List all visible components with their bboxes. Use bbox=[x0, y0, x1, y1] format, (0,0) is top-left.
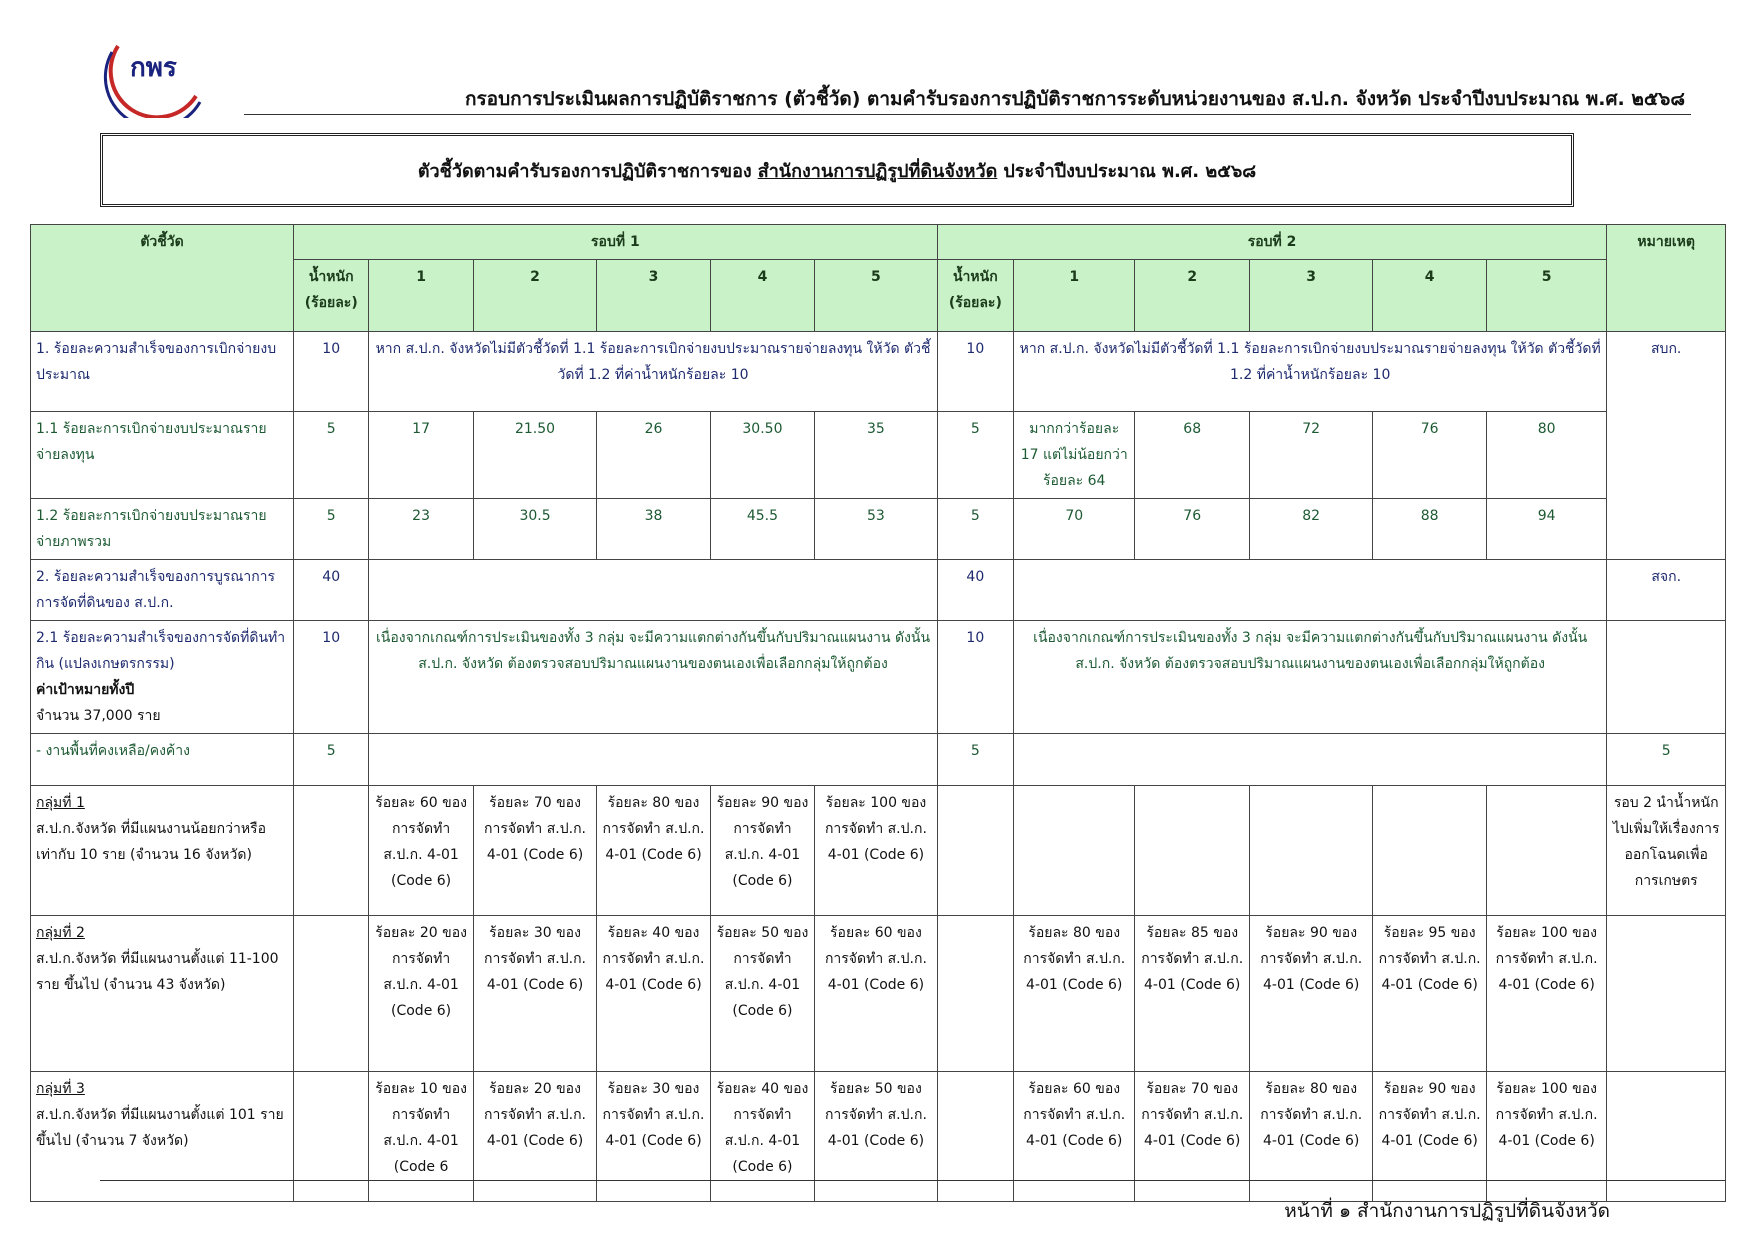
table-row bbox=[31, 560, 1726, 621]
indicator-name: - งานพื้นที่คงเหลือ/คงค้าง bbox=[31, 734, 294, 786]
empty-cell bbox=[369, 560, 937, 621]
empty-cell bbox=[1135, 786, 1249, 916]
page-footer: หน้าที่ ๑ สำนักงานการปฏิรูปที่ดินจังหวัด bbox=[1284, 1200, 1610, 1222]
value-cell: 76 bbox=[1373, 412, 1486, 499]
table-row bbox=[31, 916, 1726, 1072]
indicator-2-1-name: 2.1 ร้อยละความสำเร็จของการจัดที่ดินทำกิน (แปลงเกษตรกรรม) bbox=[36, 630, 286, 672]
empty-cell bbox=[294, 786, 369, 916]
value-cell: 38 bbox=[597, 499, 710, 560]
note-cell: รอบ 2 นำน้ำหนักไปเพิ่มให้เรื่องการออกโฉนดเพื่อการเกษตร bbox=[1607, 786, 1726, 916]
weight-cell: 40 bbox=[294, 560, 369, 621]
value-cell: 82 bbox=[1249, 499, 1373, 560]
group-cell bbox=[31, 786, 294, 916]
weight-cell: 5 bbox=[937, 499, 1013, 560]
weight-cell: 10 bbox=[937, 621, 1013, 734]
table-row bbox=[31, 332, 1726, 412]
value-cell: 35 bbox=[815, 412, 938, 499]
weight-cell: 10 bbox=[937, 332, 1013, 412]
value-cell: 76 bbox=[1135, 499, 1249, 560]
indicator-name: 1.2 ร้อยละการเบิกจ่ายงบประมาณรายจ่ายภาพรวม bbox=[31, 499, 294, 560]
group-label: กลุ่มที่ 3 bbox=[36, 1081, 85, 1097]
table-row bbox=[31, 621, 1726, 734]
value-cell: ร้อยละ 50 ของการจัดทำ ส.ป.ก. 4-01 (Code 6) bbox=[710, 916, 814, 1072]
empty-cell bbox=[1607, 1072, 1726, 1202]
value-cell: 80 bbox=[1486, 412, 1607, 499]
header-round2: รอบที่ 2 bbox=[937, 225, 1607, 260]
value-cell: ร้อยละ 30 ของการจัดทำ ส.ป.ก. 4-01 (Code 6) bbox=[597, 1072, 710, 1202]
empty-cell bbox=[937, 916, 1013, 1072]
value-cell: 68 bbox=[1135, 412, 1249, 499]
value-cell: ร้อยละ 60 ของการจัดทำ ส.ป.ก. 4-01 (Code 6) bbox=[369, 786, 473, 916]
indicator-name: 1.1 ร้อยละการเบิกจ่ายงบประมาณรายจ่ายลงทุน bbox=[31, 412, 294, 499]
opdc-logo bbox=[100, 38, 210, 118]
group-desc: ส.ป.ก.จังหวัด ที่มีแผนงานตั้งแต่ 101 ราย ขึ้นไป (จำนวน 7 จังหวัด) bbox=[36, 1107, 284, 1149]
indicator-name bbox=[31, 621, 294, 734]
value-cell: ร้อยละ 10 ของการจัดทำ ส.ป.ก. 4-01 (Code 6 bbox=[369, 1072, 473, 1202]
weight-cell: 5 bbox=[294, 734, 369, 786]
document-title-box bbox=[100, 133, 1574, 207]
value-cell: ร้อยละ 40 ของการจัดทำ ส.ป.ก. 4-01 (Code 6) bbox=[597, 916, 710, 1072]
group-cell bbox=[31, 1072, 294, 1202]
header-level: 1 bbox=[369, 260, 473, 332]
value-cell: ร้อยละ 70 ของการจัดทำ ส.ป.ก. 4-01 (Code 6) bbox=[473, 786, 597, 916]
value-cell: 53 bbox=[815, 499, 938, 560]
empty-cell bbox=[294, 1072, 369, 1202]
empty-cell bbox=[294, 916, 369, 1072]
criteria-text: เนื่องจากเกณฑ์การประเมินของทั้ง 3 กลุ่ม จะมีความแตกต่างกันขึ้นกับปริมาณแผนงาน ดังนั้น ส.ป.ก. จังหวัด ต้องตรวจสอบปริมาณแผนงานของตนเองเพื่อเลือกกลุ่มให้ถูกต้อง bbox=[1013, 621, 1606, 734]
header-round1: รอบที่ 1 bbox=[294, 225, 938, 260]
group-label: กลุ่มที่ 2 bbox=[36, 925, 85, 941]
value-cell: ร้อยละ 60 ของการจัดทำ ส.ป.ก. 4-01 (Code 6) bbox=[815, 916, 938, 1072]
value-cell: ร้อยละ 90 ของการจัดทำ ส.ป.ก. 4-01 (Code 6) bbox=[710, 786, 814, 916]
header-divider bbox=[244, 114, 1691, 115]
value-cell: มากกว่าร้อยละ 17 แต่ไม่น้อยกว่าร้อยละ 64 bbox=[1013, 412, 1134, 499]
indicator-name: 1. ร้อยละความสำเร็จของการเบิกจ่ายงบประมาณ bbox=[31, 332, 294, 412]
header-level: 5 bbox=[815, 260, 938, 332]
title-suffix: ประจำปีงบประมาณ พ.ศ. ๒๕๖๘ bbox=[1003, 160, 1257, 182]
header-weight-round1: น้ำหนัก (ร้อยละ) bbox=[294, 260, 369, 332]
value-cell: 30.50 bbox=[710, 412, 814, 499]
value-cell: ร้อยละ 30 ของการจัดทำ ส.ป.ก. 4-01 (Code 6) bbox=[473, 916, 597, 1072]
value-cell: ร้อยละ 80 ของการจัดทำ ส.ป.ก. 4-01 (Code 6) bbox=[1013, 916, 1134, 1072]
weight-cell: 10 bbox=[294, 621, 369, 734]
header-level: 4 bbox=[1373, 260, 1486, 332]
header-level: 5 bbox=[1486, 260, 1607, 332]
value-cell: ร้อยละ 60 ของการจัดทำ ส.ป.ก. 4-01 (Code 6) bbox=[1013, 1072, 1134, 1202]
value-cell: ร้อยละ 100 ของการจัดทำ ส.ป.ก. 4-01 (Code 6) bbox=[1486, 1072, 1607, 1202]
weight-cell: 40 bbox=[937, 560, 1013, 621]
value-cell: ร้อยละ 90 ของการจัดทำ ส.ป.ก. 4-01 (Code 6) bbox=[1373, 1072, 1486, 1202]
value-cell: 30.5 bbox=[473, 499, 597, 560]
table-row bbox=[31, 499, 1726, 560]
value-cell: ร้อยละ 20 ของการจัดทำ ส.ป.ก. 4-01 (Code 6) bbox=[473, 1072, 597, 1202]
value-cell: 94 bbox=[1486, 499, 1607, 560]
note-cell: สจก. bbox=[1607, 560, 1726, 621]
header-level: 2 bbox=[473, 260, 597, 332]
header-level: 2 bbox=[1135, 260, 1249, 332]
value-cell: 45.5 bbox=[710, 499, 814, 560]
title-agency: สำนักงานการปฏิรูปที่ดินจังหวัด bbox=[757, 160, 998, 182]
target-value: จำนวน 37,000 ราย bbox=[36, 708, 161, 724]
empty-cell bbox=[1013, 734, 1606, 786]
group-label: กลุ่มที่ 1 bbox=[36, 795, 85, 811]
value-cell: 21.50 bbox=[473, 412, 597, 499]
group-desc: ส.ป.ก.จังหวัด ที่มีแผนงานน้อยกว่าหรือเท่ากับ 10 ราย (จำนวน 16 จังหวัด) bbox=[36, 821, 266, 863]
value-cell: ร้อยละ 95 ของการจัดทำ ส.ป.ก. 4-01 (Code 6) bbox=[1373, 916, 1486, 1072]
empty-cell bbox=[1013, 560, 1606, 621]
header-level: 3 bbox=[597, 260, 710, 332]
footer-divider bbox=[100, 1180, 1725, 1181]
value-cell: ร้อยละ 70 ของการจัดทำ ส.ป.ก. 4-01 (Code 6) bbox=[1135, 1072, 1249, 1202]
title-prefix: ตัวชี้วัดตามคำรับรองการปฏิบัติราชการของ bbox=[417, 160, 752, 182]
value-cell: ร้อยละ 85 ของการจัดทำ ส.ป.ก. 4-01 (Code 6) bbox=[1135, 916, 1249, 1072]
value-cell: 88 bbox=[1373, 499, 1486, 560]
value-cell: 70 bbox=[1013, 499, 1134, 560]
group-cell bbox=[31, 916, 294, 1072]
empty-cell bbox=[1607, 621, 1726, 734]
value-cell: ร้อยละ 20 ของการจัดทำ ส.ป.ก. 4-01 (Code 6) bbox=[369, 916, 473, 1072]
table-row bbox=[31, 1072, 1726, 1202]
value-cell: ร้อยละ 40 ของการจัดทำ ส.ป.ก. 4-01 (Code 6) bbox=[710, 1072, 814, 1202]
header-note: หมายเหตุ bbox=[1607, 225, 1726, 332]
empty-cell bbox=[937, 786, 1013, 916]
value-cell: ร้อยละ 50 ของการจัดทำ ส.ป.ก. 4-01 (Code 6) bbox=[815, 1072, 938, 1202]
weight-cell: 5 bbox=[937, 734, 1013, 786]
target-label: ค่าเป้าหมายทั้งปี bbox=[36, 682, 135, 698]
note-cell: 5 bbox=[1607, 734, 1726, 786]
value-cell: 26 bbox=[597, 412, 710, 499]
header-weight-round2: น้ำหนัก (ร้อยละ) bbox=[937, 260, 1013, 332]
empty-cell bbox=[1607, 916, 1726, 1072]
empty-cell bbox=[1373, 786, 1486, 916]
indicator-name: 2. ร้อยละความสำเร็จของการบูรณาการการจัดที่ดินของ ส.ป.ก. bbox=[31, 560, 294, 621]
empty-cell bbox=[937, 1072, 1013, 1202]
note-cell: สบก. bbox=[1607, 332, 1726, 560]
criteria-text: หาก ส.ป.ก. จังหวัดไม่มีตัวชี้วัดที่ 1.1 ร้อยละการเบิกจ่ายงบประมาณรายจ่ายลงทุน ให้วัด ตัวชี้วัดที่ 1.2 ที่ค่าน้ำหนักร้อยละ 10 bbox=[369, 332, 937, 412]
page-header-title: กรอบการประเมินผลการปฏิบัติราชการ (ตัวชี้วัด) ตามคำรับรองการปฏิบัติราชการระดับหน่วยงานของ ส.ป.ก. จังหวัด ประจำปีงบประมาณ พ.ศ. ๒๕๖๘ bbox=[464, 88, 1685, 110]
table-row bbox=[31, 786, 1726, 916]
empty-cell bbox=[1249, 786, 1373, 916]
logo-text: กพร bbox=[130, 53, 177, 83]
value-cell: ร้อยละ 80 ของการจัดทำ ส.ป.ก. 4-01 (Code 6) bbox=[597, 786, 710, 916]
empty-cell bbox=[1486, 786, 1607, 916]
weight-cell: 10 bbox=[294, 332, 369, 412]
table-row bbox=[31, 734, 1726, 786]
weight-cell: 5 bbox=[937, 412, 1013, 499]
weight-cell: 5 bbox=[294, 499, 369, 560]
empty-cell bbox=[1013, 786, 1134, 916]
value-cell: 72 bbox=[1249, 412, 1373, 499]
header-level: 1 bbox=[1013, 260, 1134, 332]
value-cell: ร้อยละ 100 ของการจัดทำ ส.ป.ก. 4-01 (Code 6) bbox=[1486, 916, 1607, 1072]
criteria-text: หาก ส.ป.ก. จังหวัดไม่มีตัวชี้วัดที่ 1.1 ร้อยละการเบิกจ่ายงบประมาณรายจ่ายลงทุน ให้วัด ตัวชี้วัดที่ 1.2 ที่ค่าน้ำหนักร้อยละ 10 bbox=[1013, 332, 1606, 412]
empty-cell bbox=[369, 734, 937, 786]
value-cell: 17 bbox=[369, 412, 473, 499]
criteria-text: เนื่องจากเกณฑ์การประเมินของทั้ง 3 กลุ่ม จะมีความแตกต่างกันขึ้นกับปริมาณแผนงาน ดังนั้น ส.ป.ก. จังหวัด ต้องตรวจสอบปริมาณแผนงานของตนเองเพื่อเลือกกลุ่มให้ถูกต้อง bbox=[369, 621, 937, 734]
value-cell: 23 bbox=[369, 499, 473, 560]
value-cell: ร้อยละ 80 ของการจัดทำ ส.ป.ก. 4-01 (Code 6) bbox=[1249, 1072, 1373, 1202]
value-cell: ร้อยละ 100 ของการจัดทำ ส.ป.ก. 4-01 (Code 6) bbox=[815, 786, 938, 916]
header-level: 3 bbox=[1249, 260, 1373, 332]
value-cell: ร้อยละ 90 ของการจัดทำ ส.ป.ก. 4-01 (Code 6) bbox=[1249, 916, 1373, 1072]
header-indicator: ตัวชี้วัด bbox=[31, 225, 294, 332]
indicator-table bbox=[30, 224, 1726, 1202]
header-level: 4 bbox=[710, 260, 814, 332]
weight-cell: 5 bbox=[294, 412, 369, 499]
table-row bbox=[31, 412, 1726, 499]
group-desc: ส.ป.ก.จังหวัด ที่มีแผนงานตั้งแต่ 11-100 ราย ขึ้นไป (จำนวน 43 จังหวัด) bbox=[36, 951, 279, 993]
